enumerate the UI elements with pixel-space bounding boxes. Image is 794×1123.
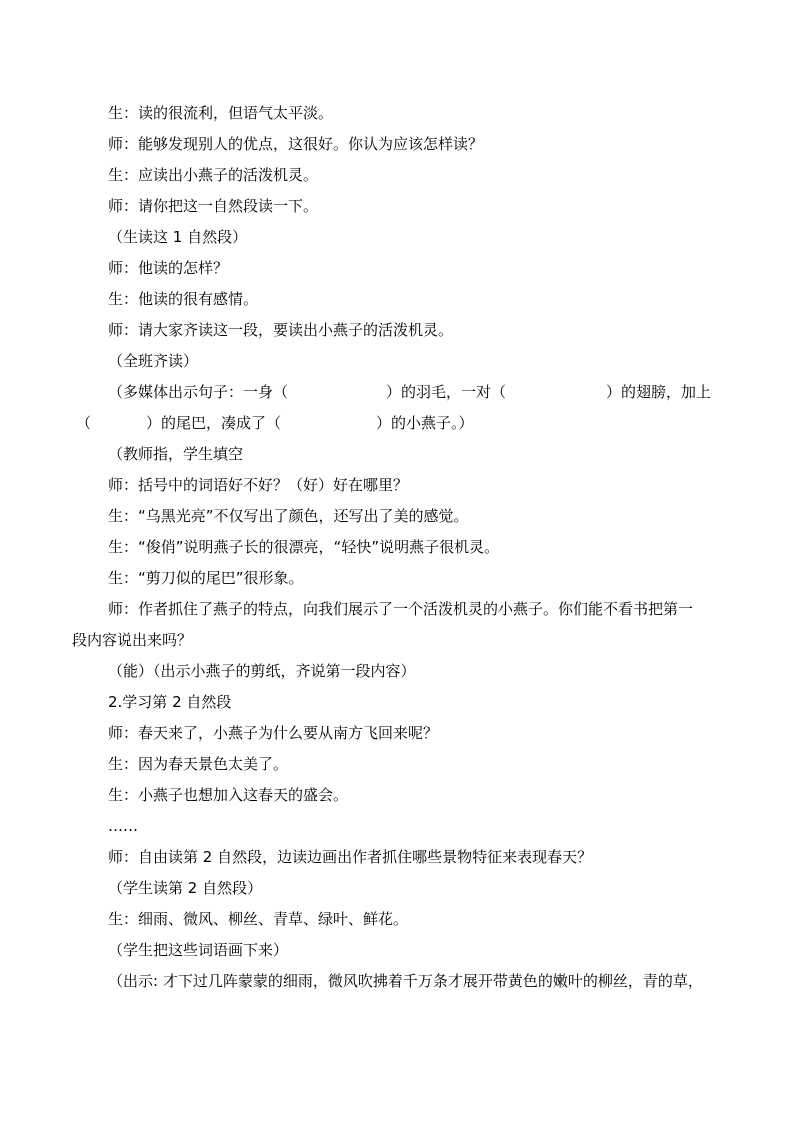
text-line: （出示: 才下过几阵蒙蒙的细雨，微风吹拂着千万条才展开带黄色的嫩叶的柳丝，青的草， xyxy=(108,972,703,990)
fill-in-sentence-part: （多媒体出示句子：一身（ xyxy=(108,383,289,401)
text-line: 生：细雨、微风、柳丝、青草、绿叶、鲜花。 xyxy=(108,910,409,928)
text-line: 生：他读的很有感情。 xyxy=(108,290,259,308)
fill-in-sentence-part: ）的尾巴，凑成了（ xyxy=(146,414,282,432)
fill-in-sentence-part: ）的羽毛，一对（ xyxy=(386,383,507,401)
text-line: （全班齐读） xyxy=(108,352,199,370)
text-line: （生读这 1 自然段） xyxy=(108,228,248,246)
text-line: 生：“乌黑光亮”不仅写出了颜色，还写出了美的感觉。 xyxy=(108,507,469,525)
text-line: 生：小燕子也想加入这春天的盛会。 xyxy=(108,786,349,804)
text-line: 师：春天来了，小燕子为什么要从南方飞回来呢？ xyxy=(108,724,439,742)
text-line: （学生把这些词语画下来） xyxy=(108,941,289,959)
text-line: （能）（出示小燕子的剪纸，齐说第一段内容） xyxy=(108,662,416,680)
text-line: （教师指，学生填空 xyxy=(108,445,244,463)
text-line: （学生读第 2 自然段） xyxy=(108,879,263,897)
text-line: 师：请你把这一自然段读一下。 xyxy=(108,197,319,215)
text-line: 生：因为春天景色太美了。 xyxy=(108,755,289,773)
text-line: 师：他读的怎样？ xyxy=(108,259,229,277)
fill-in-sentence-part: （ xyxy=(76,414,92,432)
section-heading: 2.学习第 2 自然段 xyxy=(108,693,232,711)
text-line: 生：读的很流利，但语气太平淡。 xyxy=(108,104,334,122)
text-line: 生：“剪刀似的尾巴”很形象。 xyxy=(108,569,304,587)
text-line: 段内容说出来吗？ xyxy=(72,631,193,649)
text-line: 师：作者抓住了燕子的特点，向我们展示了一个活泼机灵的小燕子。你们能不看书把第一 xyxy=(108,600,694,618)
fill-in-sentence-part: ）的翅膀，加上 xyxy=(606,383,712,401)
ellipsis-line: …… xyxy=(108,817,138,835)
text-line: 师：请大家齐读这一段，要读出小燕子的活泼机灵。 xyxy=(108,321,454,339)
text-line: 师：括号中的词语好不好？（好）好在哪里？ xyxy=(108,476,409,494)
fill-in-sentence-part: ）的小燕子。） xyxy=(376,414,474,432)
text-line: 师：自由读第 2 自然段，边读边画出作者抓住哪些景物特征来表现春天？ xyxy=(108,848,593,866)
text-line: 生：“俊俏”说明燕子长的很漂亮，“轻快”说明燕子很机灵。 xyxy=(108,538,500,556)
text-line: 生：应读出小燕子的活泼机灵。 xyxy=(108,166,319,184)
text-line: 师：能够发现别人的优点，这很好。你认为应该怎样读？ xyxy=(108,135,484,153)
